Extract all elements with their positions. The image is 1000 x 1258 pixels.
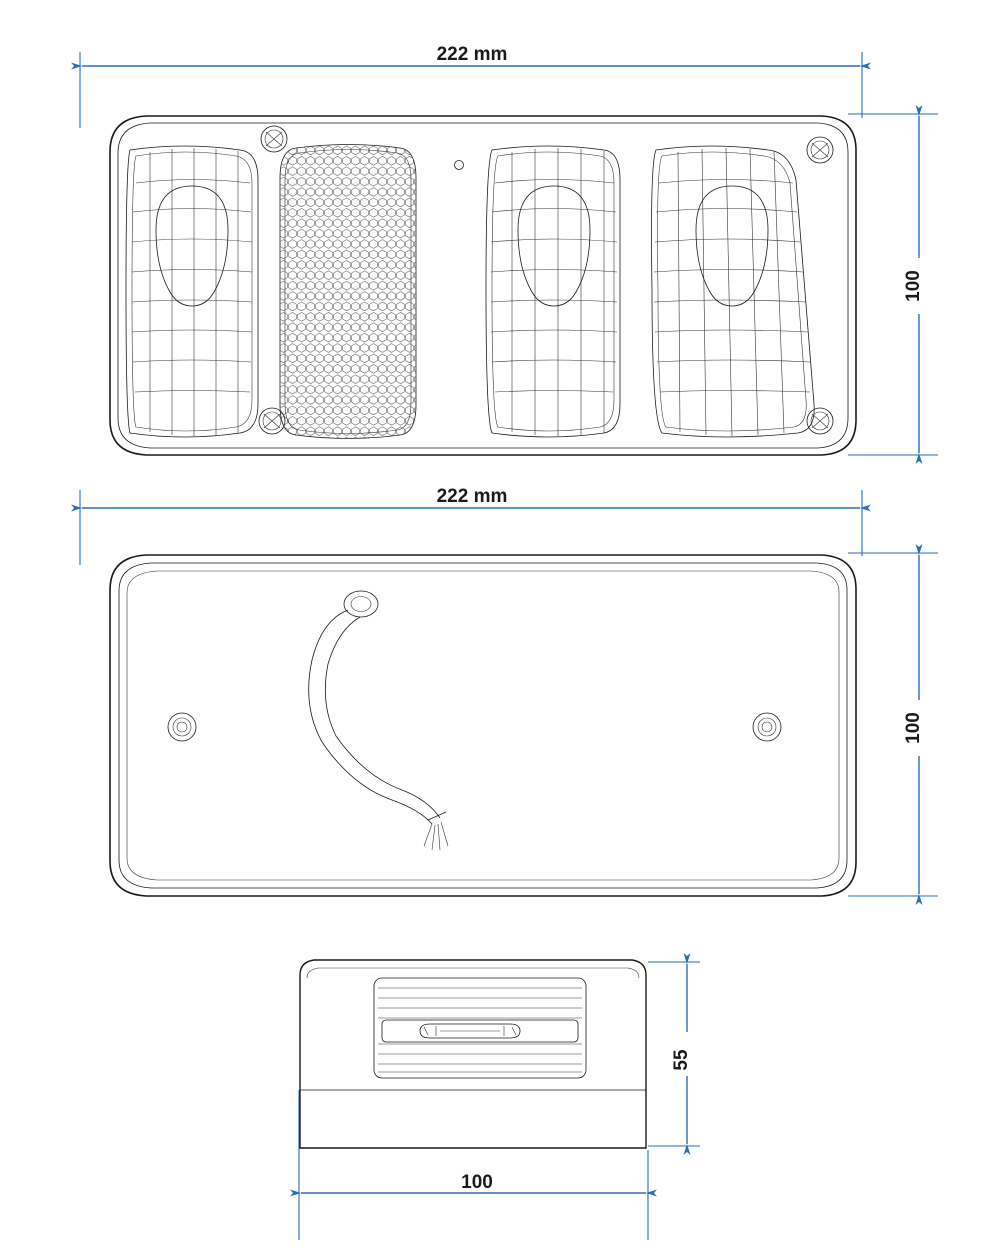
front-height-label: 100 — [903, 270, 924, 302]
rear-housing-inner — [119, 563, 847, 888]
cable-harness — [309, 610, 448, 850]
reflector-panel — [278, 140, 420, 444]
front-width-label: 222 mm — [436, 44, 508, 65]
mounting-hole-left — [168, 713, 196, 741]
front-height-dimension — [848, 114, 938, 455]
side-depth-dimension — [299, 1090, 648, 1240]
screw-bottom-right — [807, 408, 833, 434]
lens-chamber-right — [652, 146, 815, 437]
side-view — [299, 960, 700, 1240]
rear-width-label: 222 mm — [436, 486, 508, 507]
front-view — [80, 42, 938, 455]
screw-top-left — [261, 126, 287, 152]
front-housing-inner — [118, 123, 848, 448]
rear-height-label: 100 — [903, 712, 924, 744]
front-width-dimension — [80, 42, 862, 128]
lens-chamber-left — [126, 146, 258, 437]
bulb-symbol — [420, 1024, 520, 1038]
rear-view — [80, 484, 938, 896]
cable-grommet — [344, 591, 378, 617]
vent-hole — [455, 161, 464, 170]
side-depth-label: 100 — [461, 1172, 493, 1193]
ribbed-lens-panel — [374, 978, 586, 1078]
screw-top-right — [807, 137, 833, 163]
rear-height-dimension — [848, 553, 938, 896]
screw-bottom-left — [259, 408, 285, 434]
rear-housing-outer — [110, 555, 856, 896]
mounting-hole-right — [753, 713, 781, 741]
housing-top-inner — [307, 968, 639, 978]
side-height-dimension — [648, 962, 700, 1146]
front-housing-outer — [110, 116, 856, 455]
rear-width-dimension — [80, 484, 862, 565]
side-height-label: 55 — [671, 1049, 692, 1071]
rear-housing-inner2 — [127, 571, 839, 880]
lens-chamber-center-right — [486, 146, 620, 437]
